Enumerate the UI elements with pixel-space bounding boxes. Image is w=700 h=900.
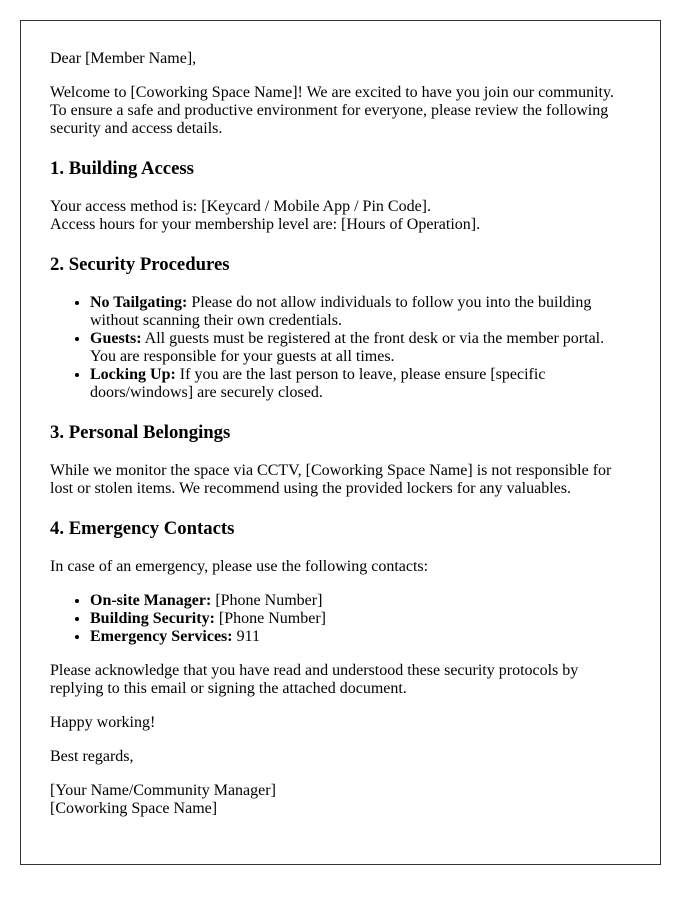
letter-container bbox=[20, 20, 661, 865]
signature-name: [Your Name/Community Manager] bbox=[50, 782, 276, 799]
item-text: [Phone Number] bbox=[214, 610, 326, 627]
greeting: Dear [Member Name], bbox=[50, 50, 197, 67]
list-item-no-tailgating bbox=[90, 294, 630, 330]
list-item-building-security bbox=[90, 610, 630, 628]
list-item-guests bbox=[90, 330, 630, 366]
closing-line: Happy working! bbox=[50, 714, 156, 731]
item-text: If you are the last person to leave, please ensure [specific doors/windows] are securely closed. bbox=[90, 366, 546, 401]
section-heading-emergency-contacts: 4. Emergency Contacts bbox=[50, 518, 235, 539]
item-label: Locking Up: bbox=[90, 366, 176, 383]
item-text: [Phone Number] bbox=[211, 592, 323, 609]
building-access-paragraph bbox=[50, 198, 630, 234]
emergency-contacts-list bbox=[50, 592, 630, 646]
security-procedures-list bbox=[50, 294, 630, 402]
list-item-onsite-manager bbox=[90, 592, 630, 610]
item-text: All guests must be registered at the front desk or via the member portal. You are responsible for your guests at all times. bbox=[90, 330, 605, 365]
item-label: No Tailgating: bbox=[90, 294, 188, 311]
personal-belongings-paragraph: While we monitor the space via CCTV, [Coworking Space Name] is not responsible for lost or stolen items. We recommend using the provided lockers for any valuables. bbox=[50, 462, 612, 497]
list-item-locking-up bbox=[90, 366, 630, 402]
list-item-emergency-services bbox=[90, 628, 630, 646]
item-text: 911 bbox=[232, 628, 261, 645]
item-label: Guests: bbox=[90, 330, 142, 347]
item-label: Emergency Services: bbox=[90, 628, 233, 645]
intro-paragraph: Welcome to [Coworking Space Name]! We are excited to have you join our community. To ensure a safe and productive environment for everyone, please review the following security and access details. bbox=[50, 84, 614, 137]
emergency-intro-paragraph: In case of an emergency, please use the following contacts: bbox=[50, 558, 429, 575]
access-method-line: Your access method is: [Keycard / Mobile App / Pin Code]. bbox=[50, 198, 431, 215]
acknowledge-paragraph: Please acknowledge that you have read and understood these security protocols by replying to this email or signing the attached document. bbox=[50, 662, 579, 697]
signoff: Best regards, bbox=[50, 748, 134, 765]
item-text: Please do not allow individuals to follow you into the building without scanning their own credentials. bbox=[90, 294, 592, 329]
item-label: Building Security: bbox=[90, 610, 215, 627]
item-label: On-site Manager: bbox=[90, 592, 212, 609]
section-heading-personal-belongings: 3. Personal Belongings bbox=[50, 422, 231, 443]
section-heading-building-access: 1. Building Access bbox=[50, 158, 194, 179]
section-heading-security-procedures: 2. Security Procedures bbox=[50, 254, 230, 275]
signature-company: [Coworking Space Name] bbox=[50, 800, 218, 817]
access-hours-line: Access hours for your membership level are: [Hours of Operation]. bbox=[50, 216, 481, 233]
signature-block bbox=[50, 782, 630, 818]
